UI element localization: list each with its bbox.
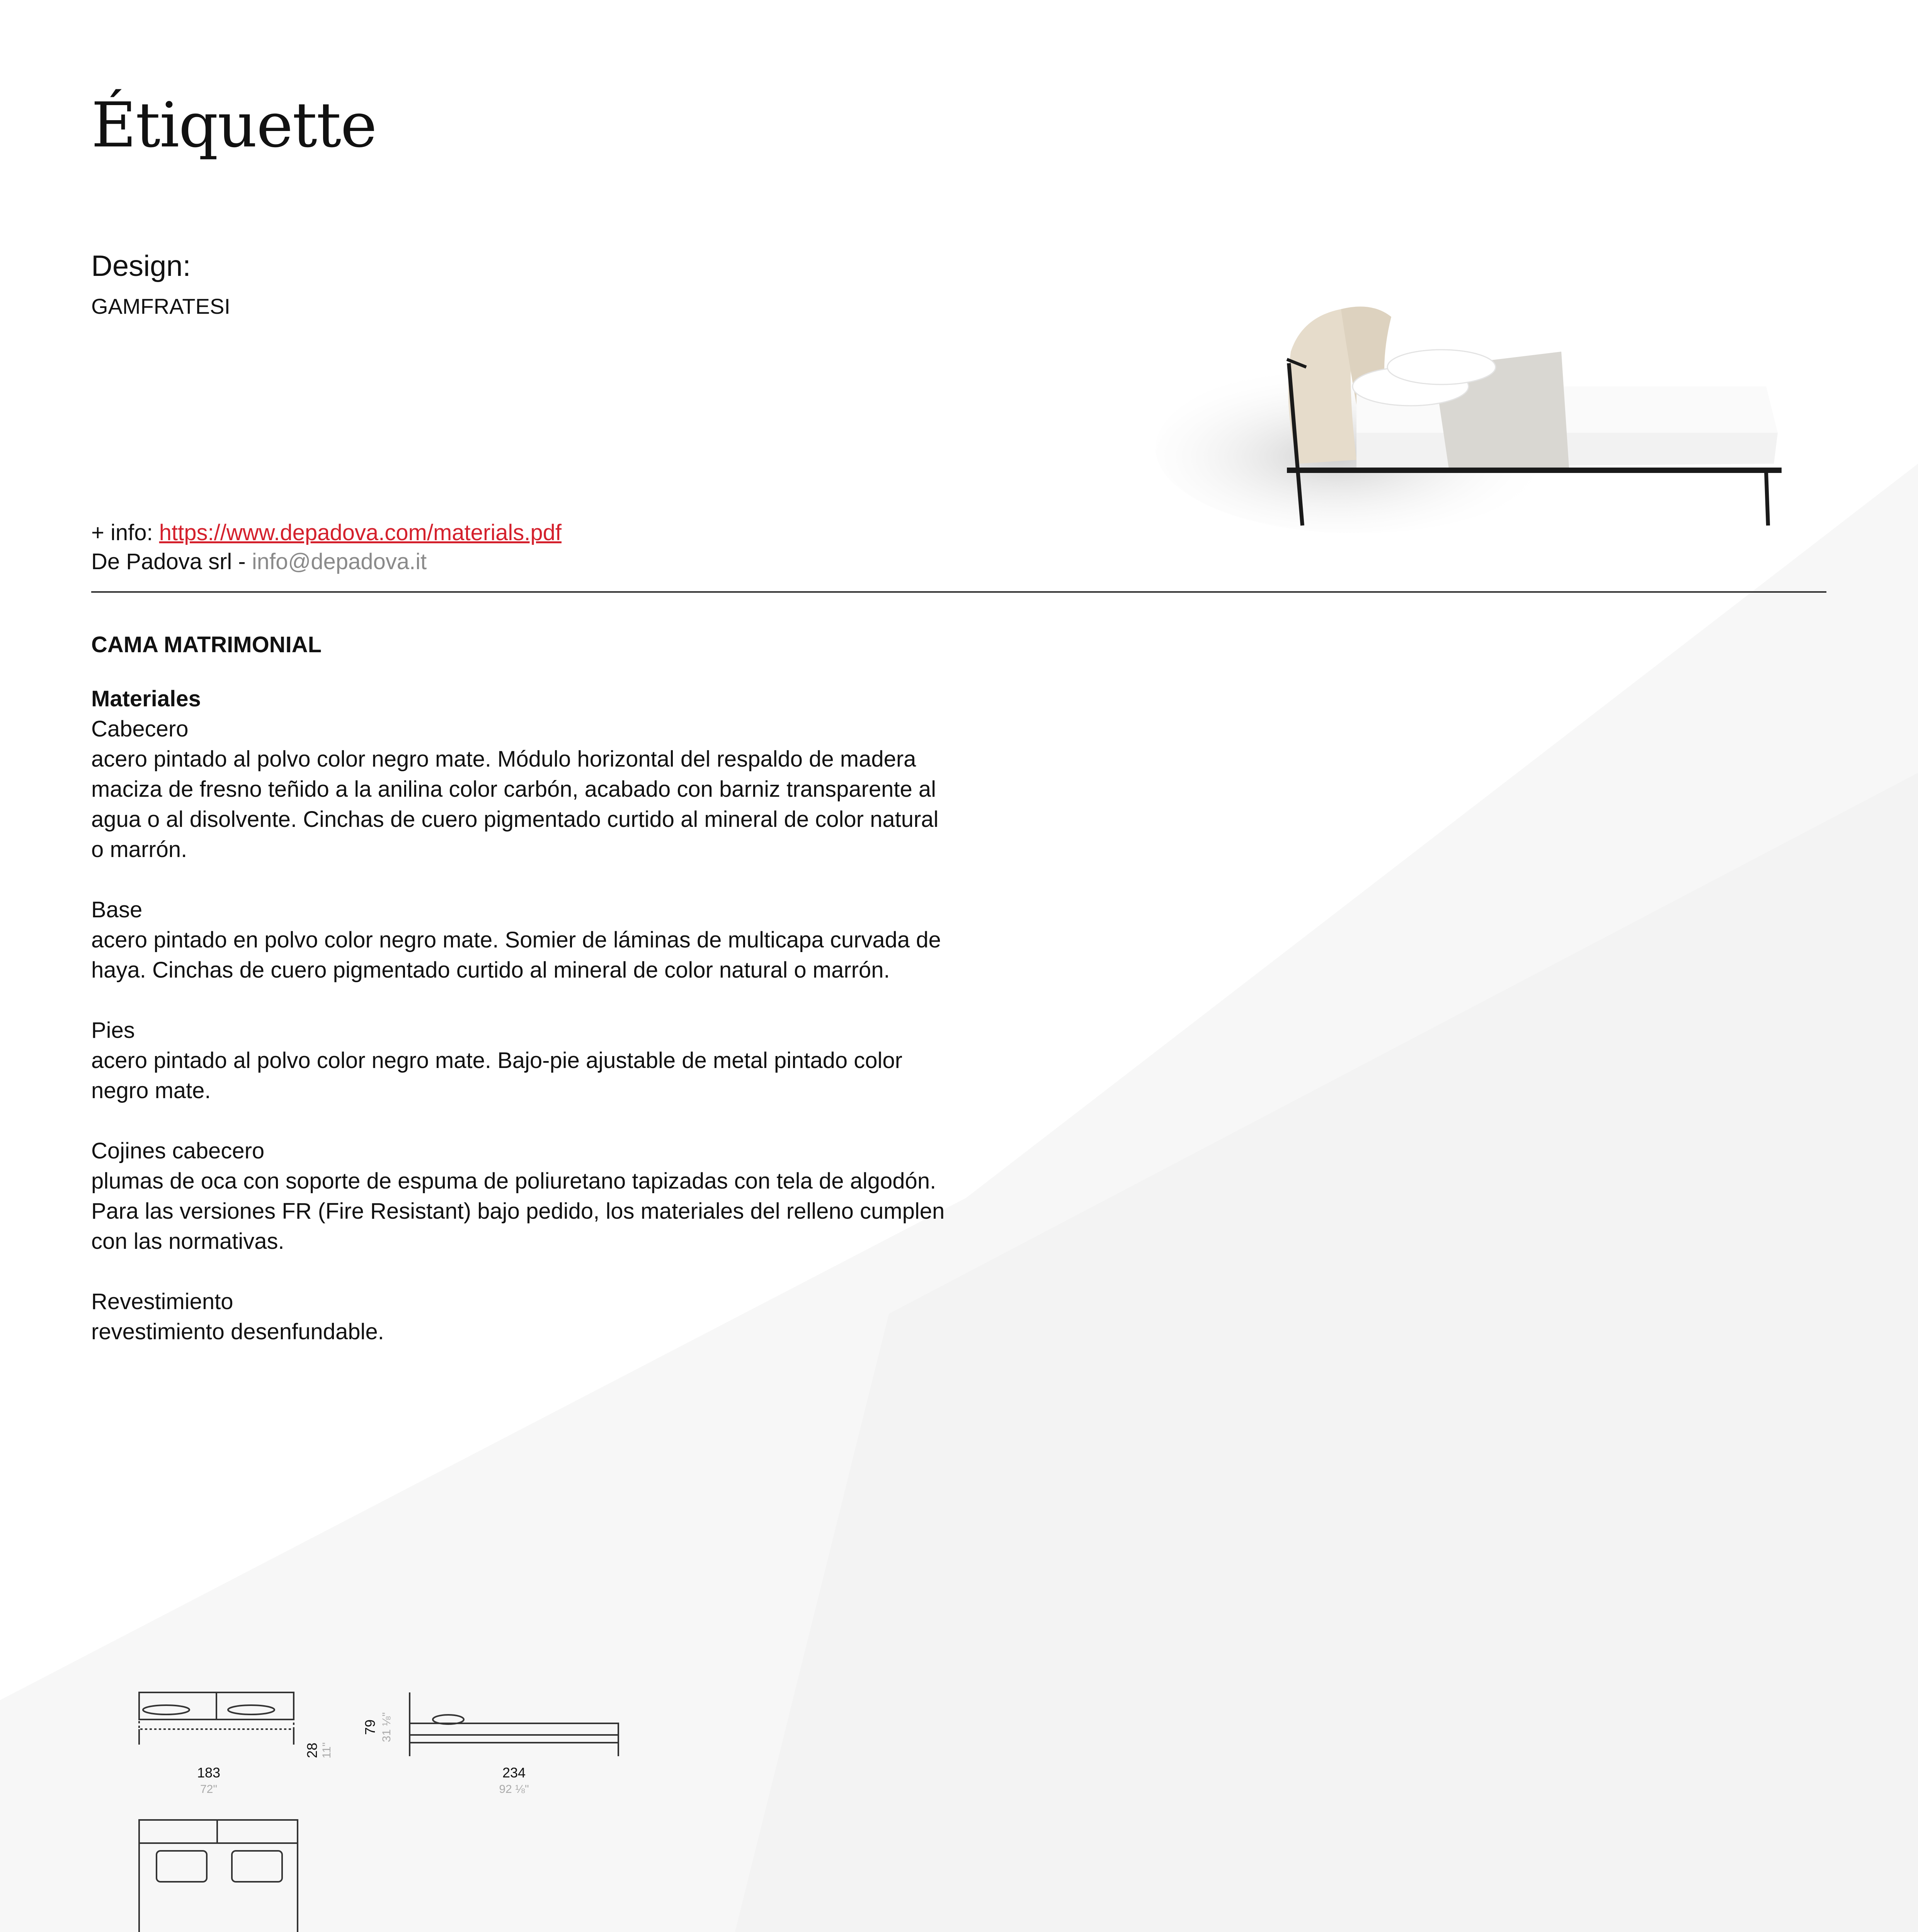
- company-line: [91, 549, 427, 575]
- dim-length-in-1: 92 ⅛": [499, 1783, 529, 1796]
- materials-heading: Materiales: [91, 686, 201, 711]
- material-part: Cojines cabecero: [91, 1138, 265, 1163]
- dim-width-1: 183: [197, 1765, 221, 1781]
- material-block: [91, 1136, 957, 1257]
- material-text: revestimiento desenfundable.: [91, 1319, 384, 1344]
- dim-leg-in-1: 11": [320, 1742, 333, 1759]
- material-part: Base: [91, 897, 143, 922]
- material-part: Revestimiento: [91, 1289, 233, 1314]
- material-text: acero pintado al polvo color negro mate. Módulo horizontal del respaldo de madera maciza de fresno teñido a la anilina color carbón, acabado con barniz transparente al agua o al disolvente. Cinchas de cuero pigmentado curtido al mineral de color natural o marrón.: [91, 747, 939, 862]
- product-title: Étiquette: [91, 89, 376, 161]
- dim-leg-1: 28: [304, 1742, 320, 1759]
- material-block: [91, 714, 957, 865]
- dim-length-1: 234: [502, 1765, 526, 1781]
- bed-photo: [1140, 286, 1805, 537]
- section-title: CAMA MATRIMONIAL: [91, 632, 322, 657]
- company-name: De Padova srl -: [91, 549, 252, 574]
- email-link[interactable]: info@depadova.it: [252, 549, 427, 574]
- design-label: Design:: [91, 250, 191, 282]
- technical-drawings: [116, 1662, 696, 1932]
- material-text: acero pintado en polvo color negro mate. Somier de láminas de multicapa curvada de haya. Cinchas de cuero pigmentado curtido al mineral de color natural o marrón.: [91, 927, 941, 983]
- dim-height-1: 79: [362, 1719, 378, 1735]
- material-text: acero pintado al polvo color negro mate. Bajo-pie ajustable de metal pintado color negro mate.: [91, 1048, 902, 1103]
- materials-text: [91, 684, 957, 1377]
- material-part: Pies: [91, 1018, 135, 1043]
- designer-name: GAMFRATESI: [91, 294, 230, 318]
- info-line: [91, 520, 562, 546]
- material-part: Cabecero: [91, 716, 189, 742]
- material-block: [91, 895, 957, 985]
- material-text: plumas de oca con soporte de espuma de poliuretano tapizadas con tela de algodón. Para las versiones FR (Fire Resistant) bajo pedido, los materiales del relleno cumplen con las normativas.: [91, 1168, 945, 1254]
- material-block: [91, 1015, 957, 1106]
- dim-height-in-1: 31 ⅛": [380, 1712, 393, 1742]
- info-prefix: + info:: [91, 520, 159, 545]
- material-block: [91, 1287, 957, 1347]
- dim-width-in-1: 72": [200, 1783, 218, 1796]
- materials-link[interactable]: https://www.depadova.com/materials.pdf: [159, 520, 562, 545]
- divider: [91, 591, 1826, 593]
